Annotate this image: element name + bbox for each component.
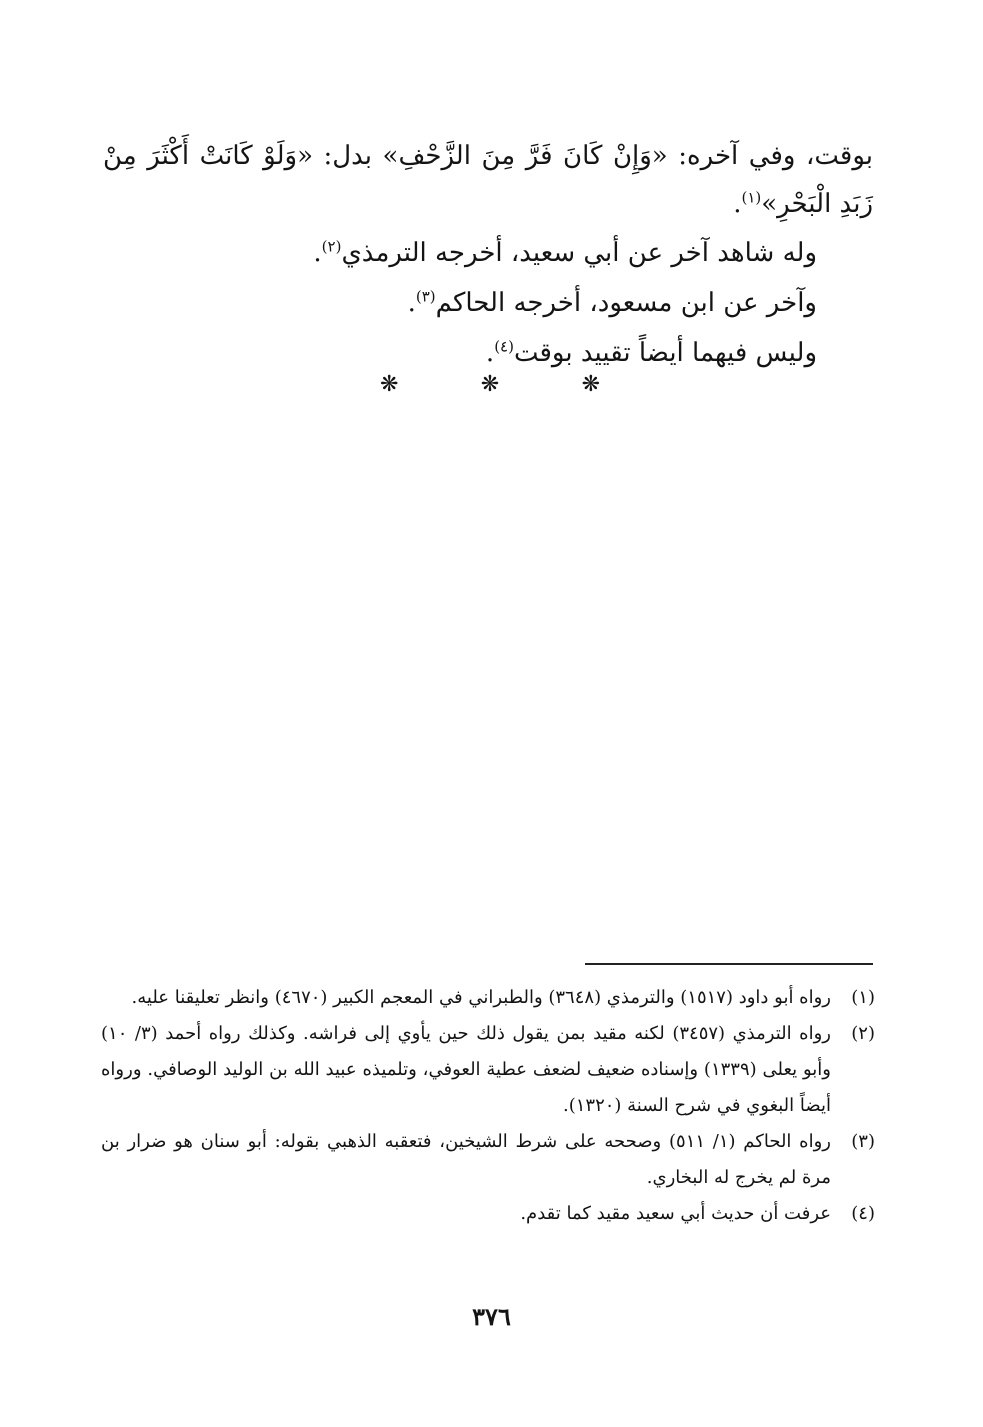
footnote-number: (٤) — [851, 1203, 875, 1224]
footnote-number: (٣) — [851, 1131, 875, 1152]
paragraph-4-end: . — [485, 338, 495, 368]
paragraph-1-end: . — [733, 189, 742, 219]
footnote-text: رواه أبو داود (١٥١٧) والترمذي (٣٦٤٨) والطبراني في المعجم الكبير (٤٦٧٠) وانظر تعليقنا عليه. — [131, 987, 831, 1008]
footnote-3 — [101, 1124, 875, 1196]
footnote-divider — [585, 963, 873, 965]
paragraph-4 — [103, 328, 873, 378]
page-number: ٣٧٦ — [472, 1302, 511, 1331]
footnote-text: رواه الترمذي (٣٤٥٧) لكنه مقيد بمن يقول ذلك حين يأوي إلى فراشه. وكذلك رواه أحمد (٣/ ١٠) وأبو يعلى (١٣٣٩) وإسناده ضعيف لضعف عطية العوفي، وتلميذه عبيد الله بن الوليد الوصافي. ورواه أيضاً البغوي في شرح السنة (١٣٢٠). — [101, 1023, 832, 1116]
footnote-number: (١) — [851, 987, 875, 1008]
footnote-4 — [101, 1196, 875, 1232]
paragraph-4-text: وليس فيهما أيضاً تقييد بوقت — [513, 338, 817, 368]
paragraph-3-end: . — [407, 288, 416, 318]
asterism-icon: ❋ — [480, 372, 500, 397]
footnote-ref-2[interactable]: (٢) — [321, 237, 342, 256]
asterism-icon: ❋ — [380, 372, 399, 397]
footnote-ref-3[interactable]: (٣) — [415, 287, 436, 306]
paragraph-2-text: وله شاهد آخر عن أبي سعيد، أخرجه الترمذي — [341, 238, 817, 268]
paragraph-1-text: بوقت، وفي آخره: «وَإِنْ كَانَ فَرَّ مِنَ الزَّحْفِ» بدل: «وَلَوْ كَانَتْ أَكْثَرَ مِنْ زَبَدِ الْبَحْرِ» — [103, 141, 873, 219]
main-text — [103, 132, 873, 378]
paragraph-3-text: وآخر عن ابن مسعود، أخرجه الحاكم — [435, 288, 817, 318]
footnote-text: رواه الحاكم (١/ ٥١١) وصححه على شرط الشيخين، فتعقبه الذهبي بقوله: أبو سنان هو ضرار بن مرة لم يخرج له البخاري. — [101, 1131, 831, 1188]
section-separator — [380, 372, 600, 397]
footnote-1 — [101, 980, 875, 1016]
paragraph-2-end: . — [313, 238, 322, 268]
footnote-ref-4[interactable]: (٤) — [494, 337, 514, 356]
footnote-2 — [101, 1016, 875, 1124]
paragraph-1 — [103, 132, 873, 228]
footnote-number: (٢) — [851, 1023, 875, 1044]
footnote-text: عرفت أن حديث أبي سعيد مقيد كما تقدم. — [520, 1203, 831, 1224]
footnotes — [101, 980, 875, 1232]
paragraph-3 — [103, 278, 873, 328]
asterism-icon: ❋ — [581, 372, 600, 397]
footnote-ref-1[interactable]: (١) — [741, 188, 762, 207]
paragraph-2 — [103, 228, 873, 278]
